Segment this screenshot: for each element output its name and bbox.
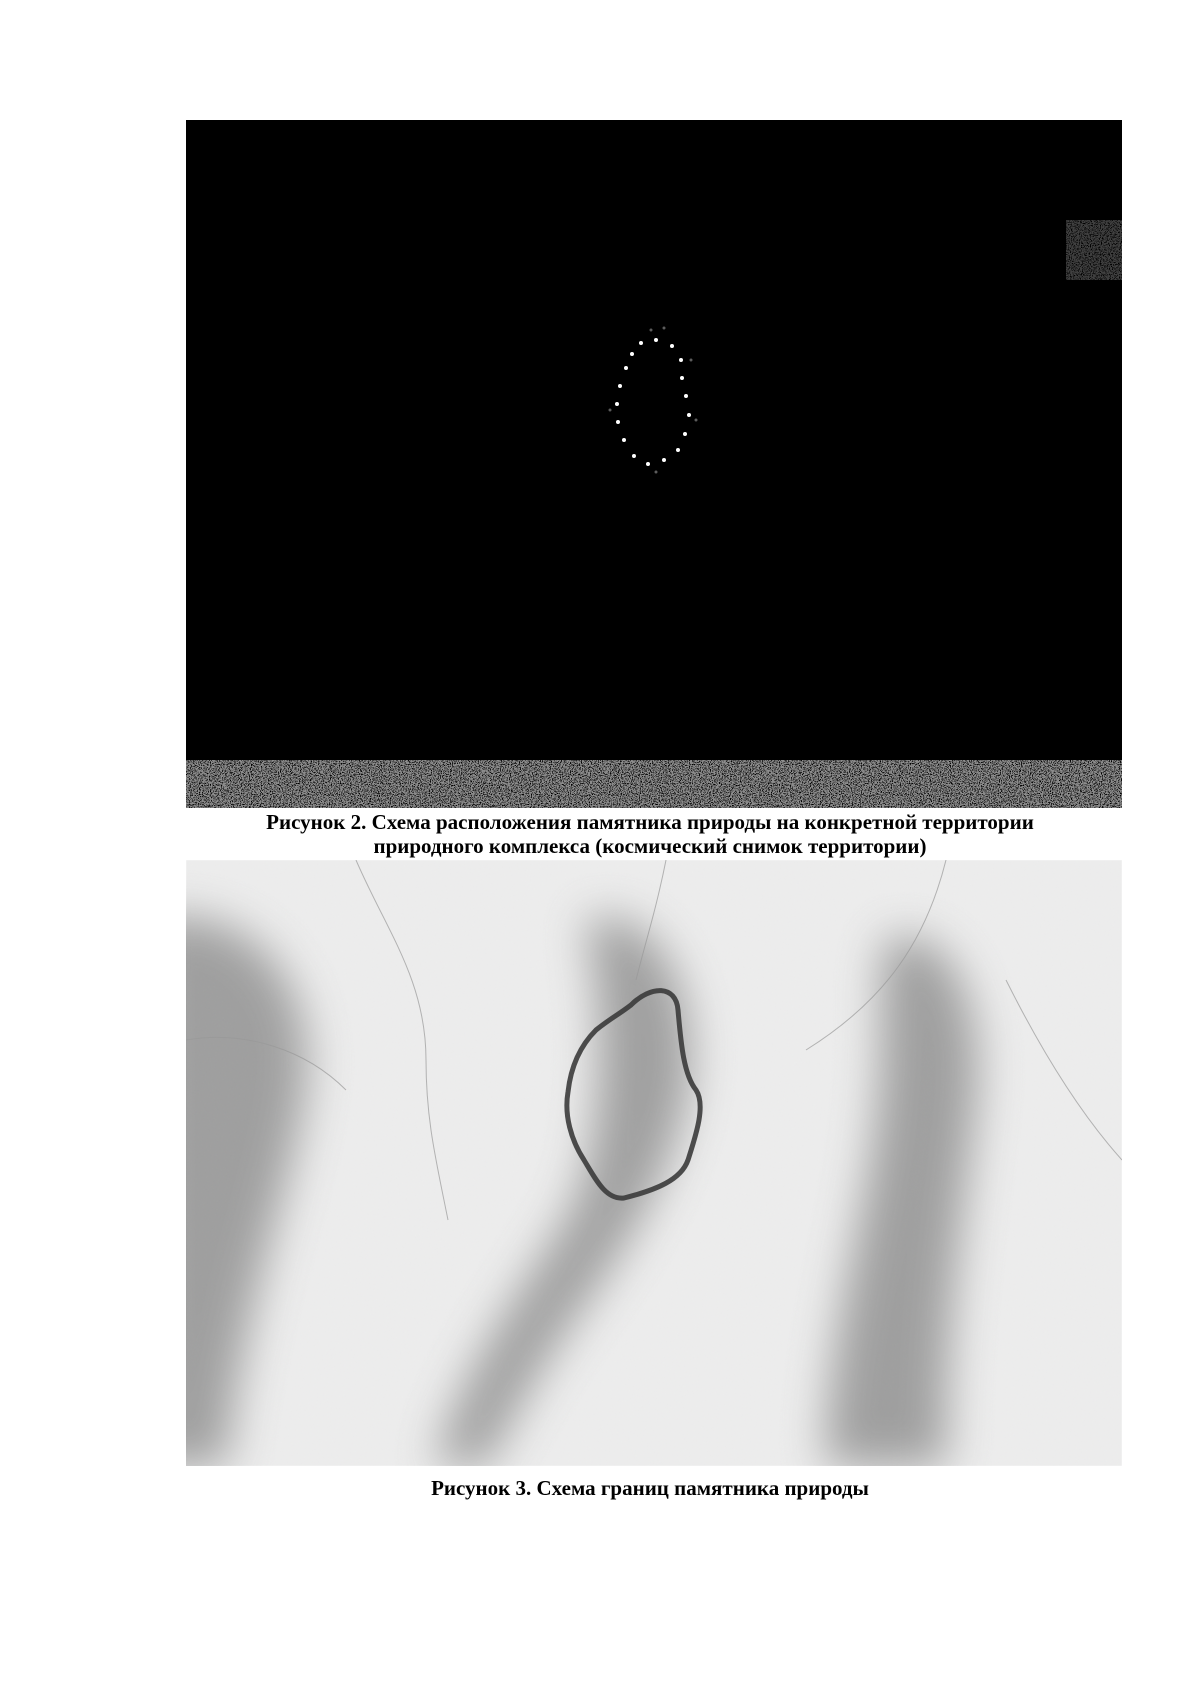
figure-2-caption-line-2: природного комплекса (космический снимок территории) <box>373 834 927 858</box>
satellite-image <box>186 120 1122 808</box>
boundary-map <box>186 860 1122 1466</box>
figure-3-caption: Рисунок 3. Схема границ памятника природы <box>431 1476 869 1500</box>
figure-2-caption <box>150 810 1150 858</box>
figure-2-caption-line-1: Рисунок 2. Схема расположения памятника природы на конкретной территории <box>266 810 1034 834</box>
